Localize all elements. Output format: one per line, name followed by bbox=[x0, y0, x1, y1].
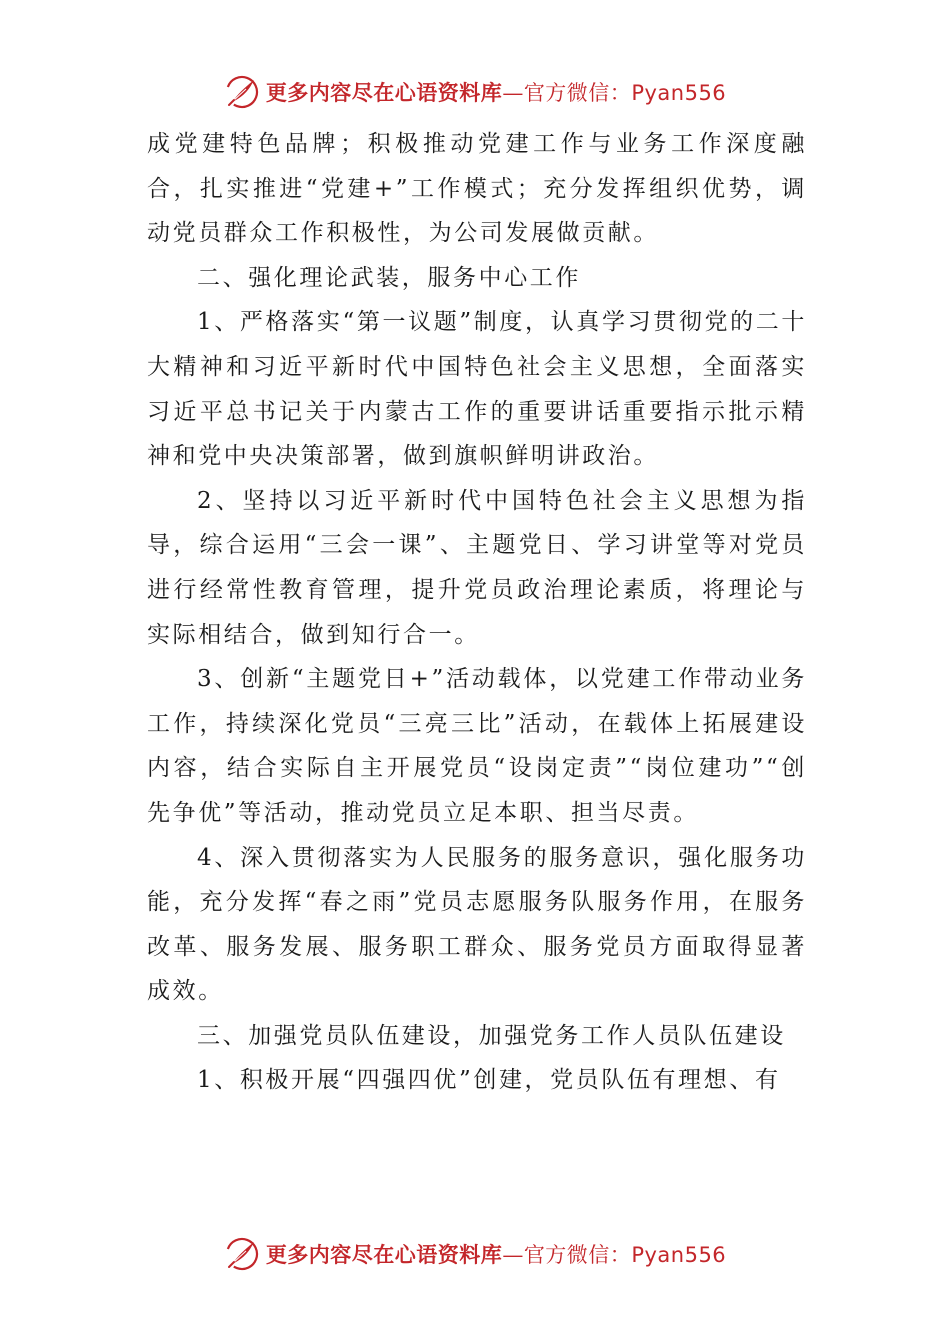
section-heading-3: 三、加强党员队伍建设，加强党务工作人员队伍建设 bbox=[197, 1022, 786, 1049]
header-banner-text: 更多内容尽在心语资料库—官方微信：Pyan556 bbox=[265, 80, 727, 105]
body-paragraph: 1、积极开展“四强四优”创建，党员队伍有理想、有 bbox=[197, 1067, 781, 1094]
body-paragraph: 成党建特色品牌；积极推动党建工作与业务工作深度融合，扎实推进“党建+”工作模式；充分发挥组织优势，调动党员群众工作积极性，为公司发展做贡献。 bbox=[147, 131, 807, 247]
quill-pen-logo-icon bbox=[224, 1236, 260, 1272]
body-paragraph: 2、坚持以习近平新时代中国特色社会主义思想为指导，综合运用“三会一课”、主题党日、学习讲堂等对党员进行经常性教育管理，提升党员政治理论素质，将理论与实际相结合，做到知行合一。 bbox=[147, 487, 807, 648]
section-heading-2: 二、强化理论武装，服务中心工作 bbox=[197, 264, 581, 291]
quill-pen-logo-icon bbox=[224, 74, 260, 110]
body-paragraph: 3、创新“主题党日+”活动载体，以党建工作带动业务工作，持续深化党员“三亮三比”活动，在载体上拓展建设内容，结合实际自主开展党员“设岗定责”“岗位建功”“创先争优”等活动，推动党员立足本职、担当尽责。 bbox=[147, 666, 807, 826]
body-paragraph: 1、严格落实“第一议题”制度，认真学习贯彻党的二十大精神和习近平新时代中国特色社会主义思想，全面落实习近平总书记关于内蒙古工作的重要讲话重要指示批示精神和党中央决策部署，做到旗帜鲜明讲政治。 bbox=[147, 309, 807, 470]
header-watermark-banner bbox=[0, 70, 950, 114]
document-body bbox=[147, 122, 807, 1103]
footer-banner-text: 更多内容尽在心语资料库—官方微信：Pyan556 bbox=[265, 1242, 727, 1267]
body-paragraph: 4、深入贯彻落实为人民服务的服务意识，强化服务功能，充分发挥“春之雨”党员志愿服务队服务作用，在服务改革、服务发展、服务职工群众、服务党员方面取得显著成效。 bbox=[147, 844, 807, 1005]
footer-watermark-banner bbox=[0, 1232, 950, 1276]
